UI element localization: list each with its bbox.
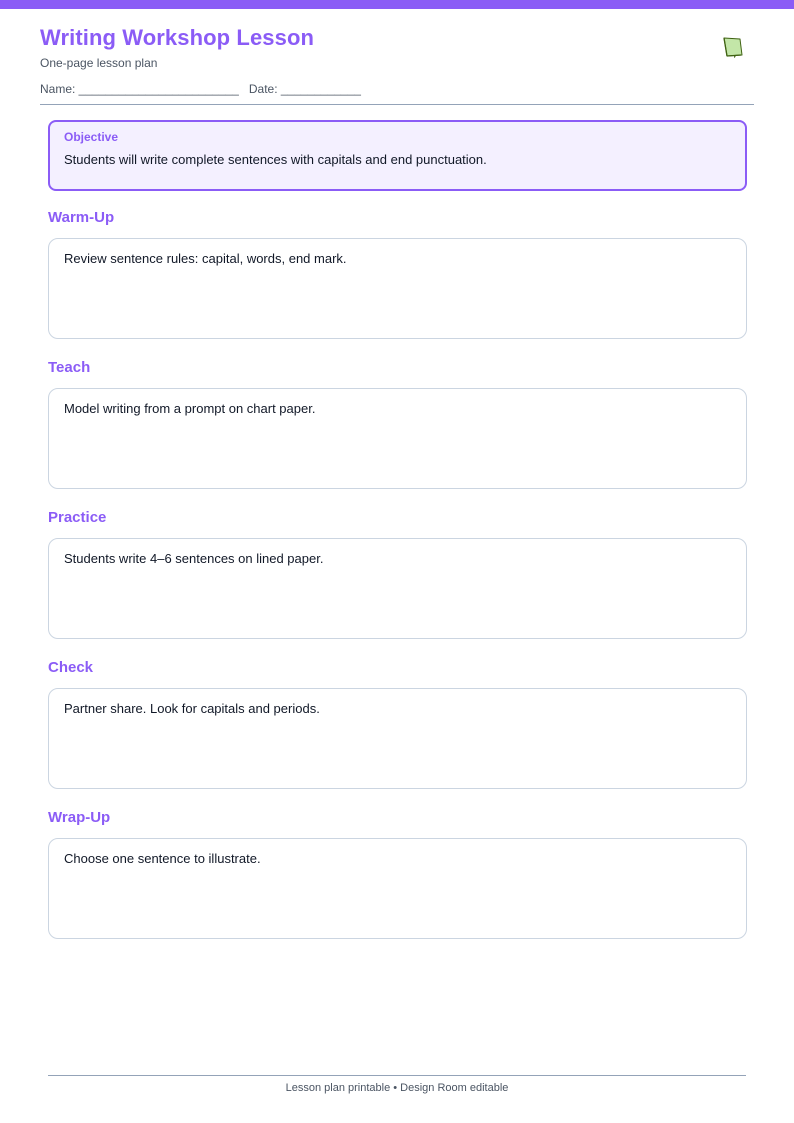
section-text-practice: Students write 4–6 sentences on lined paper. xyxy=(64,551,324,566)
objective-label: Objective xyxy=(64,130,119,144)
top-accent-bar xyxy=(0,0,794,9)
name-date-line: Name: ________________________ Date: ____________ xyxy=(40,82,361,96)
section-box-practice xyxy=(48,538,747,639)
objective-text: Students will write complete sentences with capitals and end punctuation. xyxy=(64,152,487,167)
objective-box xyxy=(48,120,747,191)
section-heading-wrap-up: Wrap-Up xyxy=(48,809,111,826)
section-text-teach: Model writing from a prompt on chart paper. xyxy=(64,401,316,416)
section-heading-teach: Teach xyxy=(48,359,91,376)
section-box-warm-up xyxy=(48,238,747,339)
section-text-check: Partner share. Look for capitals and periods. xyxy=(64,701,320,716)
section-heading-practice: Practice xyxy=(48,509,107,526)
footer-divider xyxy=(48,1075,746,1076)
section-heading-check: Check xyxy=(48,659,94,676)
book-icon xyxy=(721,35,745,59)
section-box-teach xyxy=(48,388,747,489)
section-text-wrap-up: Choose one sentence to illustrate. xyxy=(64,851,261,866)
footer-text: Lesson plan printable • Design Room editable xyxy=(285,1082,509,1094)
section-heading-warm-up: Warm-Up xyxy=(48,209,115,226)
section-box-wrap-up xyxy=(48,838,747,939)
section-text-warm-up: Review sentence rules: capital, words, end mark. xyxy=(64,251,347,266)
header-divider xyxy=(40,104,754,105)
page-title: Writing Workshop Lesson xyxy=(40,25,315,50)
section-box-check xyxy=(48,688,747,789)
page-subtitle: One-page lesson plan xyxy=(40,56,158,70)
